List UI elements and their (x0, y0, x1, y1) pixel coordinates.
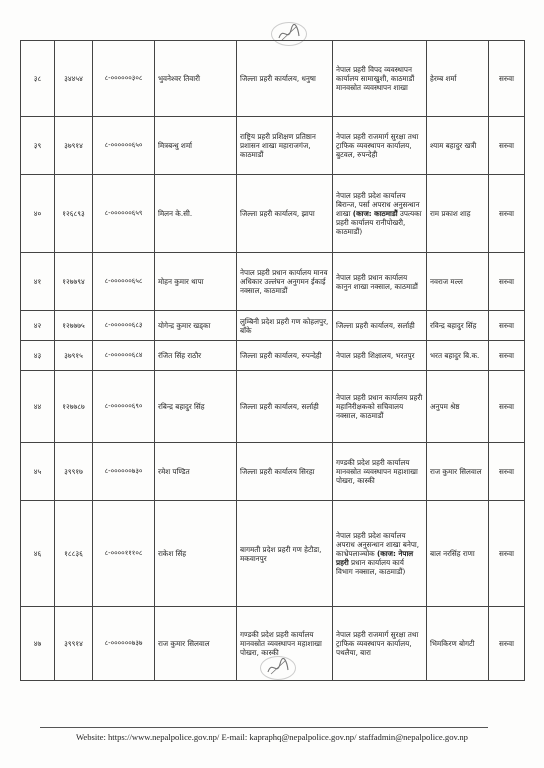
new-office-text: नेपाल प्रहरी राजमार्ग सुरक्षा तथा ट्राफिक व्यवस्थापन कार्यालय, पथलैया, बारा (336, 630, 419, 657)
new-office-text: नेपाल प्रहरी प्रदेश कार्यालय अपराध अनुसन्धान शाखा बनेपा, काभ्रेपलाञ्चोक (336, 531, 420, 558)
serial-number-cell: ४३ (21, 341, 55, 371)
replacement-name-cell: राज कुमार सिलवाल (427, 443, 489, 501)
result-cell: सरुवा (489, 311, 525, 341)
new-office-text: जिल्ला प्रहरी कार्यालय, सर्लाही (336, 321, 415, 330)
deputation-note-text: प्रधान कार्यालय कार्य विभाग नक्साल, काठमाडौं) (336, 558, 406, 576)
replacement-name-cell: रविन्द्र बहादुर सिंह (427, 311, 489, 341)
replacement-name-cell: हेरम्ब शर्मा (427, 41, 489, 117)
result-cell: सरुवा (489, 501, 525, 607)
employee-code-cell: ८-००००००७३० (93, 443, 155, 501)
new-office-cell (333, 443, 427, 501)
current-office-cell: राष्ट्रिय प्रहरी प्रशिक्षण प्रतिष्ठान प्रशासन शाखा महाराजगंज, काठमाडौं (237, 117, 333, 175)
deputation-note-bold: (काज: नेपाल प्रहरी (336, 549, 414, 567)
new-office-cell (333, 175, 427, 253)
table-row (21, 41, 525, 117)
result-cell: सरुवा (489, 253, 525, 311)
replacement-name-cell: भिमकिरण बोगटी (427, 607, 489, 681)
new-office-text: नेपाल प्रहरी प्रदेश कार्यालय बिरान्ज, पर्सा अपराध अनुसन्धान शाखा (336, 191, 420, 218)
replacement-name-cell: राम प्रकाश शाह (427, 175, 489, 253)
employee-code-cell: ८-००००००६५० (93, 117, 155, 175)
result-cell: सरुवा (489, 117, 525, 175)
bottom-seal-signature-icon (260, 656, 296, 680)
serial-number-cell: ४२ (21, 311, 55, 341)
serial-number-cell: ४१ (21, 253, 55, 311)
replacement-name-cell: भरत बहादुर बि.क. (427, 341, 489, 371)
roll-number-cell: १२७७८७ (55, 371, 93, 443)
serial-number-cell: ४० (21, 175, 55, 253)
employee-code-cell: ८-००००१११०८ (93, 501, 155, 607)
table-row (21, 117, 525, 175)
employee-name-cell: मिलन के.सी. (155, 175, 237, 253)
new-office-cell (333, 607, 427, 681)
new-office-cell (333, 371, 427, 443)
roll-number-cell: ३७९१५ (55, 341, 93, 371)
employee-name-cell: राज कुमार सिलवाल (155, 607, 237, 681)
serial-number-cell: ३८ (21, 41, 55, 117)
employee-name-cell: रमेश पण्डित (155, 443, 237, 501)
table-body (21, 41, 525, 681)
result-cell: सरुवा (489, 371, 525, 443)
deputation-note-text: उपत्यका प्रहरी कार्यालय रानीपोखरी, काठमाडौं) (336, 209, 422, 236)
new-office-text: नेपाल प्रहरी प्रधान कार्यालय प्रहरी महानिरीक्षकको सचिवालय नक्साल, काठमाडौं (336, 393, 423, 420)
table-row (21, 443, 525, 501)
table-row (21, 341, 525, 371)
new-office-cell (333, 341, 427, 371)
new-office-text: नेपाल प्रहरी विपद व्यवस्थापन कार्यालय सामाखुशी, काठमाडौं मानवस्रोत व्यवस्थापन शाखा (336, 65, 415, 92)
employee-code-cell: ८-००००००३०८ (93, 41, 155, 117)
serial-number-cell: ३९ (21, 117, 55, 175)
new-office-text: नेपाल प्रहरी राजमार्ग सुरक्षा तथा ट्राफिक व्यवस्थापन कार्यालय, बुटवल, रुपन्देही (336, 132, 419, 159)
current-office-cell: जिल्ला प्रहरी कार्यालय, सर्लाही (237, 371, 333, 443)
roll-number-cell: ३७९१४ (55, 117, 93, 175)
employee-name-cell: योगेन्द्र कुमार खड्का (155, 311, 237, 341)
footer-divider (40, 727, 488, 728)
employee-code-cell: ८-००००००६८४ (93, 341, 155, 371)
result-cell: सरुवा (489, 175, 525, 253)
serial-number-cell: ४७ (21, 607, 55, 681)
employee-code-cell: ८-००००००७३७ (93, 607, 155, 681)
roll-number-cell: १२६८९३ (55, 175, 93, 253)
employee-name-cell: रंजित सिंह राठौर (155, 341, 237, 371)
current-office-cell: जिल्ला प्रहरी कार्यालय सिरहा (237, 443, 333, 501)
table-row (21, 175, 525, 253)
current-office-cell: बागमती प्रदेश प्रहरी गण हेटौडा, मकवानपुर (237, 501, 333, 607)
employee-code-cell: ८-००००००६५८ (93, 253, 155, 311)
replacement-name-cell: श्याम बहादुर खत्री (427, 117, 489, 175)
replacement-name-cell: अनुपम श्रेष्ठ (427, 371, 489, 443)
roll-number-cell: १२७७७५ (55, 311, 93, 341)
employee-code-cell: ८-००००००६८३ (93, 311, 155, 341)
result-cell: सरुवा (489, 607, 525, 681)
serial-number-cell: ४५ (21, 443, 55, 501)
roll-number-cell: १८८३६ (55, 501, 93, 607)
new-office-cell (333, 41, 427, 117)
serial-number-cell: ४६ (21, 501, 55, 607)
roll-number-cell: ३४४५४ (55, 41, 93, 117)
replacement-name-cell: नवराज मल्ल (427, 253, 489, 311)
table-row (21, 501, 525, 607)
table-row (21, 371, 525, 443)
current-office-cell: जिल्ला प्रहरी कार्यालय, झापा (237, 175, 333, 253)
employee-name-cell: मित्रबन्धु शर्मा (155, 117, 237, 175)
roll-number-cell: ३९९१४ (55, 607, 93, 681)
footer-contact-text: Website: https://www.nepalpolice.gov.np/ E-mail: kapraphq@nepalpolice.gov.np/ staffadmin@nepalpolice.gov.np (76, 732, 468, 742)
new-office-cell (333, 253, 427, 311)
employee-name-cell: भुवनेश्वर तिवारी (155, 41, 237, 117)
current-office-cell: जिल्ला प्रहरी कार्यालय, धनुषा (237, 41, 333, 117)
result-cell: सरुवा (489, 341, 525, 371)
employee-name-cell: मोहन कुमार थापा (155, 253, 237, 311)
roll-number-cell: १२७७९४ (55, 253, 93, 311)
new-office-cell (333, 501, 427, 607)
new-office-text: गण्डकी प्रदेश प्रहरी कार्यालय मानवस्रोत व्यवस्थापन महाशाखा पोखरा, कास्की (336, 458, 418, 485)
employee-code-cell: ८-००००००६९० (93, 371, 155, 443)
employee-name-cell: रबिन्द्र बहादुर सिंह (155, 371, 237, 443)
table-row (21, 311, 525, 341)
table-row (21, 253, 525, 311)
current-office-cell: लुम्बिनी प्रदेश प्रहरी गण कोहलपुर, बाँके (237, 311, 333, 341)
current-office-cell: जिल्ला प्रहरी कार्यालय, रुपन्देही (237, 341, 333, 371)
employee-code-cell: ८-००००००६५९ (93, 175, 155, 253)
replacement-name-cell: बाल नरसिंह राणा (427, 501, 489, 607)
current-office-cell: गण्डकी प्रदेश प्रहरी कार्यालय मानवस्रोत व्यवस्थापन महाशाखा पोखरा, कास्की (237, 607, 333, 681)
current-office-cell: नेपाल प्रहरी प्रधान कार्यालय मानव अधिकार उल्लंघन अनुगमन ईकाई नक्साल, काठमाडौं (237, 253, 333, 311)
new-office-cell (333, 311, 427, 341)
result-cell: सरुवा (489, 443, 525, 501)
new-office-text: नेपाल प्रहरी शिक्षालय, भरतपुर (336, 351, 415, 360)
result-cell: सरुवा (489, 41, 525, 117)
roll-number-cell: ३९९१७ (55, 443, 93, 501)
transfer-records-table (20, 40, 525, 681)
new-office-cell (333, 117, 427, 175)
new-office-text: नेपाल प्रहरी प्रधान कार्यालय कानुन शाखा नक्साल, काठमाडौं (336, 272, 418, 291)
deputation-note-bold: (काज: काठमाडौं (352, 209, 398, 218)
serial-number-cell: ४४ (21, 371, 55, 443)
employee-name-cell: राकेश सिंह (155, 501, 237, 607)
